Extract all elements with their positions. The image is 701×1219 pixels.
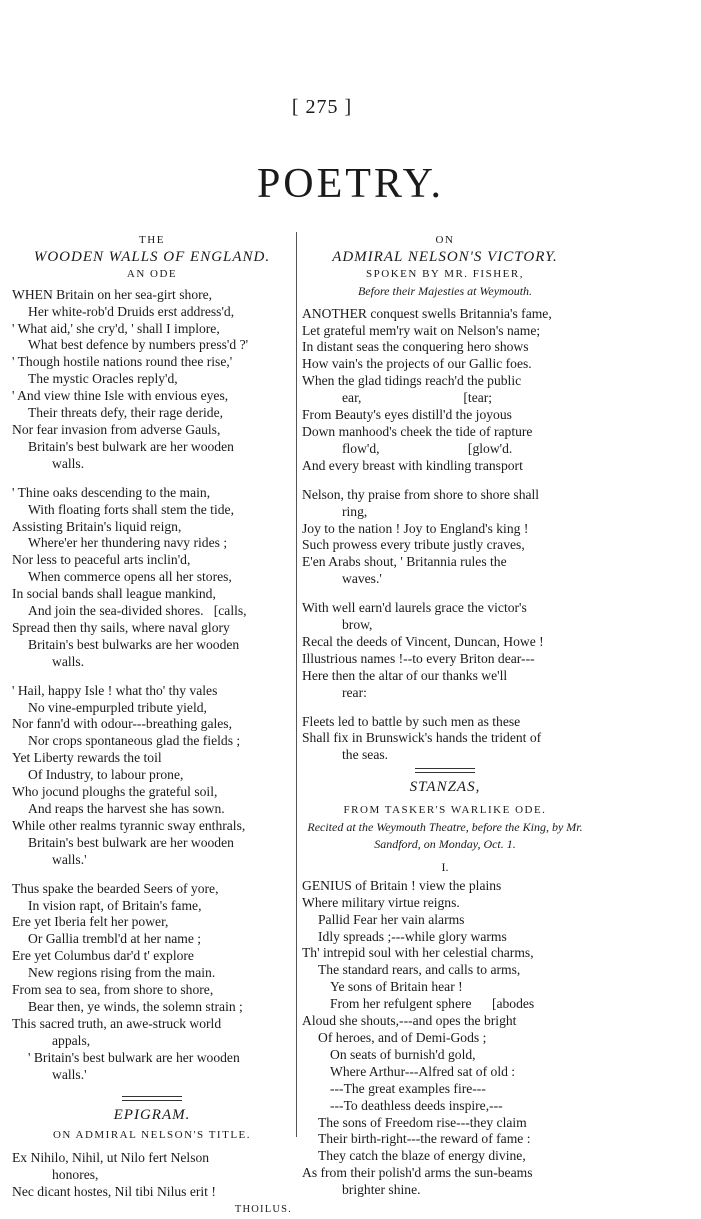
verse-line: walls.' <box>52 1066 87 1082</box>
page-title: POETRY. <box>256 161 445 207</box>
poem-occasion: Before their Majesties at Weymouth. <box>357 283 533 298</box>
stanzas-title: STANZAS, <box>409 779 481 796</box>
page-number: [ 275 ] <box>291 96 353 118</box>
verse-line: Of Industry, to labour prone, <box>28 767 184 783</box>
verse-line: Idly spreads ;---while glory warms <box>318 928 507 944</box>
verse-line: When the glad tidings reach'd the public <box>302 373 522 389</box>
verse-line: flow'd, [glow'd. <box>342 440 513 456</box>
stanza <box>12 287 292 473</box>
section-rule <box>122 1096 182 1101</box>
verse-line: the seas. <box>342 747 389 763</box>
stanza <box>12 485 292 671</box>
verse-line: Britain's best bulwark are her wooden <box>28 438 234 454</box>
column-divider <box>296 232 297 1137</box>
verse-line: Th' intrepid soul with her celestial charms, <box>302 945 534 961</box>
verse-line: Shall fix in Brunswick's hands the trident of <box>302 730 542 746</box>
verse-line: In distant seas the conquering hero shows <box>302 339 529 355</box>
verse-line: brow, <box>342 617 373 633</box>
stanza <box>302 487 588 588</box>
verse-line: What best defence by numbers press'd ?' <box>28 337 249 353</box>
verse-line: Britain's best bulwarks are her wooden <box>28 636 240 652</box>
verse-line: Where military virtue reigns. <box>302 894 460 910</box>
verse-line: ' Britain's best bulwark are her wooden <box>28 1049 240 1065</box>
verse-line: New regions rising from the main. <box>28 965 216 981</box>
stanza-numeral: I. <box>441 859 449 874</box>
stanzas-occasion: Recited at the Weymouth Theatre, before the King, by Mr. Sandford, on Monday, Oct. 1. <box>307 820 583 851</box>
verse-line: The mystic Oracles reply'd, <box>28 371 178 387</box>
verse-line: ' Though hostile nations round thee rise,' <box>12 354 233 370</box>
verse-line: Such prowess every tribute justly craves, <box>302 537 525 553</box>
verse-line: walls. <box>52 455 85 471</box>
verse-line: From Beauty's eyes distill'd the joyous <box>302 407 512 423</box>
verse-line: ' What aid,' she cry'd, ' shall I implore, <box>12 320 220 336</box>
verse-line: walls.' <box>52 851 87 867</box>
verse-line: brighter shine. <box>342 1182 421 1198</box>
epigram-signature: THOILUS. <box>234 1204 292 1216</box>
stanza <box>302 600 588 701</box>
verse-line: Nor fann'd with odour---breathing gales, <box>12 716 232 732</box>
verse-line: waves.' <box>342 571 382 587</box>
verse-line: Who jocund ploughs the grateful soil, <box>12 784 218 800</box>
verse-line: From her refulgent sphere [abodes <box>330 996 535 1012</box>
verse-line: They catch the blaze of energy divine, <box>318 1148 526 1164</box>
verse-line: ANOTHER conquest swells Britannia's fame, <box>302 305 552 321</box>
epigram-subtitle: ON ADMIRAL NELSON'S TITLE. <box>52 1129 252 1142</box>
poem-pre-title: THE <box>139 234 165 246</box>
verse-line: Joy to the nation ! Joy to England's king ! <box>302 520 529 536</box>
verse-line: Yet Liberty rewards the toil <box>12 750 162 766</box>
verse-line: Fleets led to battle by such men as these <box>302 713 521 729</box>
verse-line: Where'er her thundering navy rides ; <box>28 535 228 551</box>
section-rule <box>415 768 475 773</box>
verse-line: When commerce opens all her stores, <box>28 569 232 585</box>
verse-line: Thus spake the bearded Seers of yore, <box>12 880 219 896</box>
verse-line: In social bands shall league mankind, <box>12 586 216 602</box>
verse-line: Let grateful mem'ry wait on Nelson's name; <box>302 322 541 338</box>
right-column <box>302 232 588 1211</box>
verse-line: On seats of burnish'd gold, <box>330 1046 476 1062</box>
verse-line: ---To deathless deeds inspire,--- <box>330 1097 503 1113</box>
verse-line: ---The great examples fire--- <box>330 1080 486 1096</box>
stanza <box>302 714 588 765</box>
verse-line: Down manhood's cheek the tide of rapture <box>302 423 533 439</box>
poem-subtitle: AN ODE <box>126 267 178 280</box>
verse-line: With floating forts shall stem the tide, <box>28 501 234 517</box>
epigram-title: EPIGRAM. <box>113 1106 191 1123</box>
verse-line: Their birth-right---the reward of fame : <box>318 1131 531 1147</box>
verse-line: Where Arthur---Alfred sat of old : <box>330 1063 516 1079</box>
verse-line: Ere yet Iberia felt her power, <box>12 914 169 930</box>
verse-line: honores, <box>52 1167 99 1183</box>
verse-line: From sea to sea, from shore to shore, <box>12 982 214 998</box>
verse-line: As from their polish'd arms the sun-beams <box>302 1165 533 1181</box>
verse-line: Bear then, ye winds, the solemn strain ; <box>28 998 243 1014</box>
verse-line: Nelson, thy praise from shore to shore shall <box>302 486 540 502</box>
verse-line: The sons of Freedom rise---they claim <box>318 1114 527 1130</box>
verse-line: Or Gallia trembl'd at her name ; <box>28 931 202 947</box>
verse-line: And reaps the harvest she has sown. <box>28 801 225 816</box>
verse-line: Aloud she shouts,---and opes the bright <box>302 1013 517 1029</box>
verse-line: appals, <box>52 1032 91 1048</box>
verse-line: Nec dicant hostes, Nil tibi Nilus erit ! <box>12 1184 216 1200</box>
stanzas-subtitle: FROM TASKER'S WARLIKE ODE. <box>343 804 547 817</box>
verse-line: GENIUS of Britain ! view the plains <box>302 877 502 893</box>
poem-title: WOODEN WALLS OF ENGLAND. <box>33 248 271 265</box>
verse-line: While other realms tyrannic sway enthrals, <box>12 817 246 833</box>
verse-line: E'en Arabs shout, ' Britannia rules the <box>302 554 507 570</box>
verse-line: In vision rapt, of Britain's fame, <box>28 897 202 913</box>
verse-line: Here then the altar of our thanks we'll <box>302 667 508 683</box>
verse-line: rear: <box>342 684 367 700</box>
verse-line: And join the sea-divided shores. [calls, <box>28 603 247 619</box>
verse-line: Ere yet Columbus dar'd t' explore <box>12 948 194 964</box>
poem-subtitle: SPOKEN BY MR. FISHER, <box>366 267 524 280</box>
verse-line: This sacred truth, an awe-struck world <box>12 1015 222 1031</box>
verse-line: ' And view thine Isle with envious eyes, <box>12 388 229 404</box>
verse-line: Nor less to peaceful arts inclin'd, <box>12 552 191 568</box>
left-column <box>12 232 292 1219</box>
verse-line: And every breast with kindling transport <box>302 457 523 473</box>
verse-line: Recal the deeds of Vincent, Duncan, Howe ! <box>302 633 544 649</box>
verse-line: WHEN Britain on her sea-girt shore, <box>12 286 213 302</box>
stanza <box>12 683 292 869</box>
verse-line: Her white-rob'd Druids erst address'd, <box>28 303 235 319</box>
stanza <box>12 881 292 1084</box>
stanza <box>302 878 588 1199</box>
poem-title: ADMIRAL NELSON'S VICTORY. <box>332 248 558 265</box>
verse-line: Pallid Fear her vain alarms <box>318 911 465 927</box>
verse-line: Assisting Britain's liquid reign, <box>12 518 182 534</box>
verse-line: Their threats defy, their rage deride, <box>28 405 223 421</box>
verse-line: Of heroes, and of Demi-Gods ; <box>318 1029 487 1045</box>
verse-line: Nor fear invasion from adverse Gauls, <box>12 421 221 437</box>
verse-line: Ex Nihilo, Nihil, ut Nilo fert Nelson <box>12 1150 210 1166</box>
verse-line: The standard rears, and calls to arms, <box>318 962 521 978</box>
verse-line: ring, <box>342 503 368 519</box>
stanza <box>302 306 588 475</box>
verse-line: ear, [tear; <box>342 390 493 406</box>
verse-line: Spread then thy sails, where naval glory <box>12 619 230 635</box>
verse-line: walls. <box>52 653 85 669</box>
verse-line: ' Hail, happy Isle ! what tho' thy vales <box>12 682 218 698</box>
verse-line: Illustrious names !--to every Briton dear--- <box>302 650 535 666</box>
verse-line: With well earn'd laurels grace the victor's <box>302 600 527 616</box>
verse-line: ' Thine oaks descending to the main, <box>12 484 211 500</box>
poem-pre-title: ON <box>435 234 455 246</box>
verse-line: Britain's best bulwark are her wooden <box>28 834 234 850</box>
verse-line: How vain's the projects of our Gallic foes. <box>302 356 532 372</box>
verse-line: Nor crops spontaneous glad the fields ; <box>28 733 241 749</box>
verse-line: Ye sons of Britain hear ! <box>330 979 463 995</box>
verse-line: No vine-empurpled tribute yield, <box>28 699 207 715</box>
